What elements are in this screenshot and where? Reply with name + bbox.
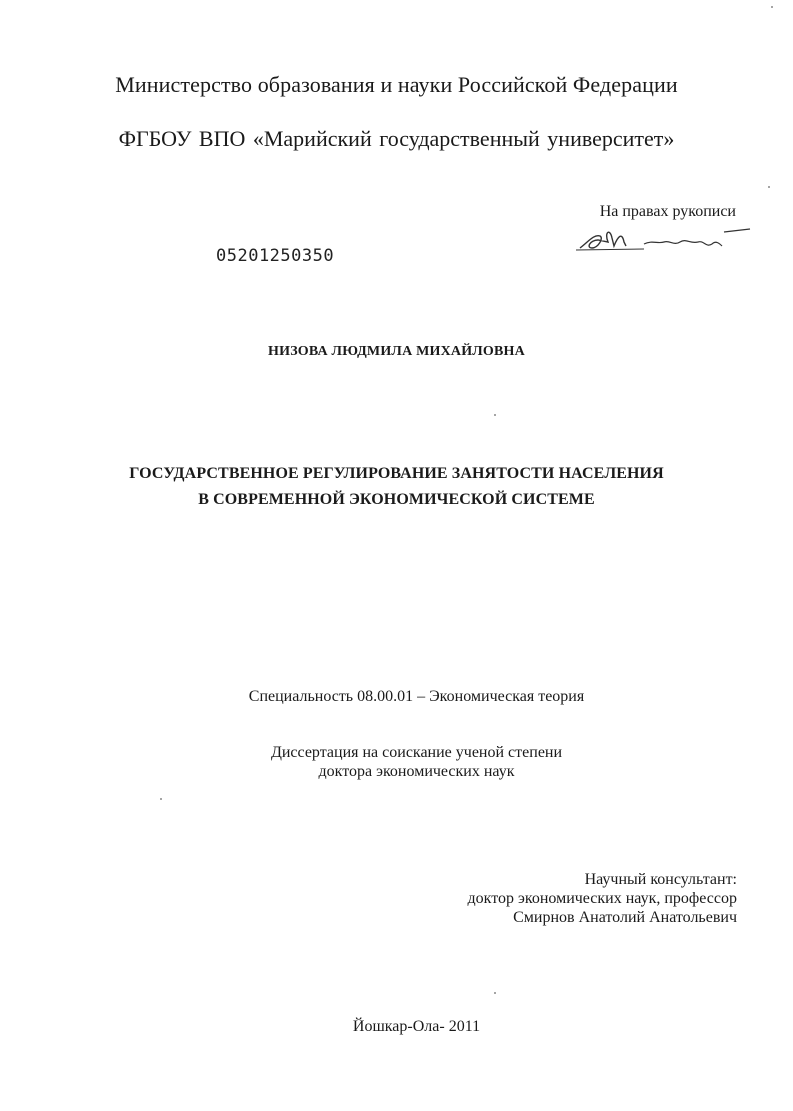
consultant-degree: доктор экономических наук, профессор (467, 890, 737, 907)
registration-number: 05201250350 (216, 246, 335, 266)
scan-speck (160, 798, 162, 800)
degree-line-1: Диссертация на соискание ученой степени (270, 744, 563, 761)
consultant-name: Смирнов Анатолий Анатольевич (513, 909, 737, 926)
specialty-line: Специальность 08.00.01 – Экономическая теория (248, 688, 585, 705)
title-line-2: В СОВРЕМЕННОЙ ЭКОНОМИЧЕСКОЙ СИСТЕМЕ (198, 491, 595, 508)
degree-line-2: доктора экономических наук (318, 763, 515, 780)
rights-note: На правах рукописи (599, 203, 736, 220)
scientific-consultant (468, 870, 738, 927)
dissertation-title (0, 461, 793, 513)
signature-icon (574, 222, 754, 262)
author-name: НИЗОВА ЛЮДМИЛА МИХАЙЛОВНА (268, 344, 525, 359)
scan-speck (494, 992, 496, 994)
scan-speck (768, 186, 770, 188)
title-line-1: ГОСУДАРСТВЕННОЕ РЕГУЛИРОВАНИЕ ЗАНЯТОСТИ НАСЕЛЕНИЯ (129, 465, 664, 482)
scan-speck (771, 6, 773, 8)
ministry-heading: Министерство образования и науки Российской Федерации (115, 72, 678, 97)
university-heading: ФГБОУ ВПО «Марийский государственный университет» (118, 126, 675, 151)
degree-statement (0, 743, 793, 781)
consultant-label: Научный консультант: (584, 871, 737, 888)
scan-speck (494, 414, 496, 416)
city-year: Йошкар-Ола- 2011 (352, 1018, 481, 1035)
